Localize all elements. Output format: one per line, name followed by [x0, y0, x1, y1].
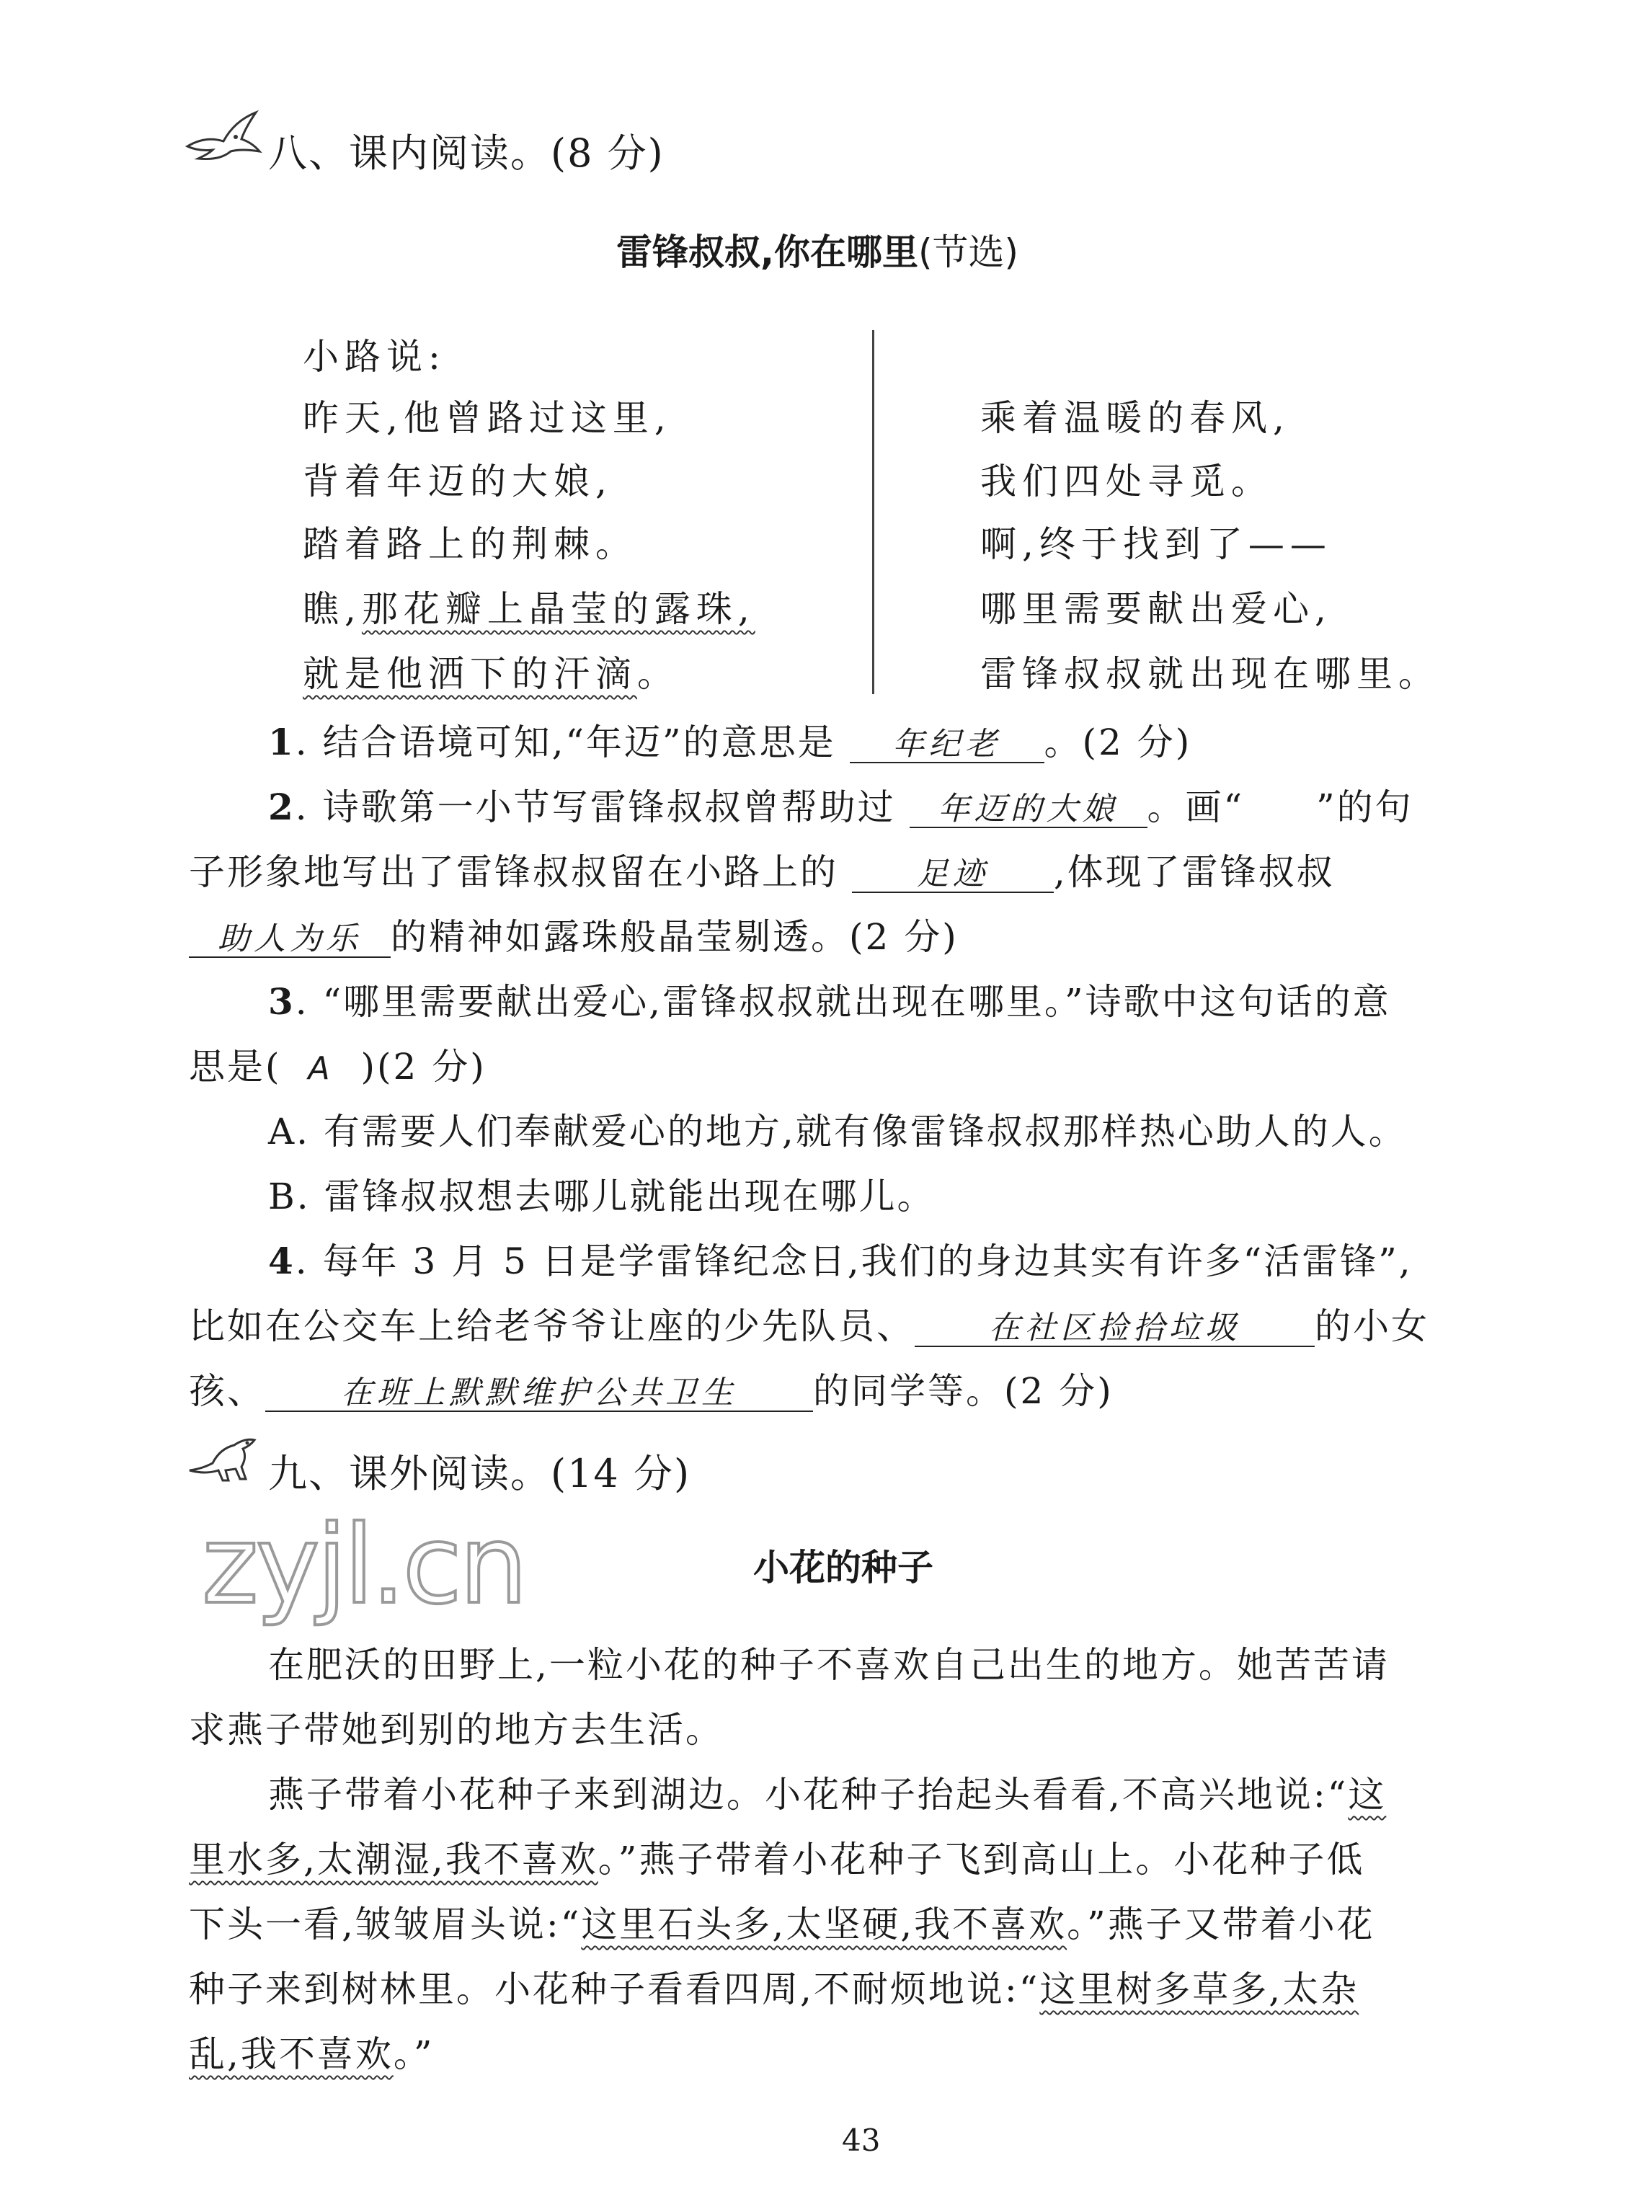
poem-left-line-3: 背着年迈的大娘, — [303, 461, 613, 502]
story-p1-line-2: 求燕子带她到别的地方去生活。 — [189, 1709, 724, 1751]
page-number: 43 — [842, 2123, 881, 2158]
q2-answer-1: 年迈的大娘 — [910, 792, 1147, 828]
q2-answer-3: 助人为乐 — [189, 922, 391, 958]
poem-column-divider — [872, 330, 874, 694]
q2-mid-1: 。画“ — [1147, 786, 1245, 828]
story-p2-line-2 — [189, 1831, 1364, 1883]
question-2-line-2 — [189, 843, 1335, 895]
q2-number: 2 — [268, 786, 296, 828]
poem-right-line-4: 哪里需要献出爱心, — [980, 588, 1332, 630]
story-p2-l5-wavy: 乱,我不喜欢 — [189, 2033, 394, 2075]
story-p2-l2-wavy: 里水多,太潮湿,我不喜欢 — [189, 1839, 598, 1880]
q2-prompt: . 诗歌第一小节写雷锋叔叔曾帮助过 — [295, 786, 896, 828]
q1-points: 。(2 分) — [1044, 721, 1192, 763]
story-p1-line-1: 在肥沃的田野上,一粒小花的种子不喜欢自己出生的地方。她苦苦请 — [268, 1644, 1390, 1686]
section-8-heading: 八、课内阅读。(8 分) — [268, 130, 665, 176]
q1-answer: 年纪老 — [850, 727, 1044, 763]
q2-line-2-text: 子形象地写出了雷锋叔叔留在小路上的 — [189, 851, 838, 893]
story-p2-line-3 — [189, 1896, 1375, 1947]
q4-line-3-pre: 孩、 — [189, 1370, 265, 1412]
poem-left-line-6 — [303, 645, 679, 697]
q3-line-2-post: )(2 分) — [360, 1046, 487, 1088]
q3-answer: A — [308, 1050, 334, 1087]
question-1 — [268, 714, 1191, 765]
story-p2-l1-wavy: 这 — [1348, 1774, 1387, 1816]
poem-left-line-2: 昨天,他曾路过这里, — [303, 397, 672, 439]
poem-left-line-5 — [303, 580, 755, 632]
story-p2-l4-pre: 种子来到树林里。小花种子看看四周,不耐烦地说:“ — [189, 1968, 1040, 2010]
poem-right-line-1: 乘着温暖的春风, — [980, 397, 1290, 439]
swallow-icon — [184, 107, 263, 164]
story-p2-line-5 — [189, 2025, 434, 2077]
q4-prompt: . 每年 3 月 5 日是学雷锋纪念日,我们的身边其实有许多“活雷锋”, — [295, 1240, 1413, 1282]
poem-wavy-line-a: 那花瓣上晶莹的露珠, — [361, 588, 755, 630]
q2-answer-2: 足迹 — [852, 857, 1054, 893]
q3-prompt: . “哪里需要献出爱心,雷锋叔叔就出现在哪里。”诗歌中这句话的意 — [295, 981, 1391, 1023]
poem-wavy-line-b: 就是他洒下的汗滴 — [303, 653, 637, 695]
question-3-line-2 — [189, 1038, 487, 1090]
story-p2-line-4 — [189, 1960, 1359, 2012]
story-p2-l4-wavy: 这里树多草多,太杂 — [1039, 1968, 1359, 2010]
poem-title-text: 雷锋叔叔,你在哪里 — [616, 231, 918, 273]
q4-line-2-post: 的小女 — [1315, 1305, 1429, 1347]
story-p2-l5-post: 。” — [393, 2033, 435, 2075]
section-9-heading: 九、课外阅读。(14 分) — [268, 1451, 691, 1496]
poem-left-line-1: 小路说: — [303, 336, 446, 378]
q3-option-b: B. 雷锋叔叔想去哪儿就能出现在哪儿。 — [268, 1176, 936, 1217]
story-p2-l2-text: 。”燕子带着小花种子飞到高山上。小花种子低 — [598, 1839, 1365, 1880]
question-4-line-2 — [189, 1297, 1429, 1349]
watermark-logo: zyjl.cn — [202, 1503, 525, 1628]
q1-number: 1 — [268, 721, 296, 763]
story-p2-l1-text: 燕子带着小花种子来到湖边。小花种子抬起头看看,不高兴地说:“ — [268, 1774, 1349, 1816]
story-title: 小花的种子 — [753, 1547, 933, 1589]
q4-answer-2: 在班上默默维护公共卫生 — [265, 1376, 813, 1412]
poem-title — [616, 223, 1018, 275]
question-3-line-1 — [268, 973, 1391, 1025]
question-4-line-1 — [268, 1232, 1413, 1284]
poem-title-note: (节选) — [918, 231, 1019, 273]
poem-right-line-3: 啊,终于找到了—— — [980, 523, 1332, 565]
q2-mid-2: ”的句 — [1316, 786, 1413, 828]
q4-answer-1: 在社区捡拾垃圾 — [915, 1311, 1315, 1347]
q2-line-2-post: ,体现了雷锋叔叔 — [1053, 851, 1335, 893]
q4-number: 4 — [268, 1240, 296, 1282]
q3-line-2-pre: 思是( — [189, 1046, 282, 1088]
poem-right-line-5: 雷锋叔叔就出现在哪里。 — [980, 653, 1440, 695]
q2-line-3-text: 的精神如露珠般晶莹剔透。(2 分) — [391, 916, 959, 958]
story-p2-l3-wavy: 这里石头多,太坚硬,我不喜欢 — [581, 1904, 1067, 1945]
poem-left-line-5-lead: 瞧, — [303, 588, 362, 630]
story-p2-line-1 — [268, 1766, 1386, 1818]
q2-wavy-sample — [1244, 786, 1316, 828]
q3-number: 3 — [268, 980, 296, 1023]
q3-option-a: A. 有需要人们奉献爱心的地方,就有像雷锋叔叔那样热心助人的人。 — [268, 1111, 1407, 1152]
dinosaur-icon — [184, 1427, 263, 1485]
poem-left-line-4: 踏着路上的荆棘。 — [303, 523, 637, 565]
poem-right-line-2: 我们四处寻觅。 — [980, 461, 1273, 502]
question-4-line-3 — [189, 1362, 1114, 1414]
story-p2-l3-pre: 下头一看,皱皱眉头说:“ — [189, 1904, 582, 1945]
story-p2-l3-post: 。”燕子又带着小花 — [1067, 1904, 1375, 1945]
question-2-line-3 — [189, 908, 959, 960]
poem-left-line-6-end: 。 — [637, 653, 679, 695]
question-2-line-1 — [268, 778, 1413, 830]
q1-prompt: . 结合语境可知,“年迈”的意思是 — [295, 721, 836, 763]
q4-line-3-post: 的同学等。(2 分) — [813, 1370, 1114, 1412]
q4-line-2-pre: 比如在公交车上给老爷爷让座的少先队员、 — [189, 1305, 915, 1347]
